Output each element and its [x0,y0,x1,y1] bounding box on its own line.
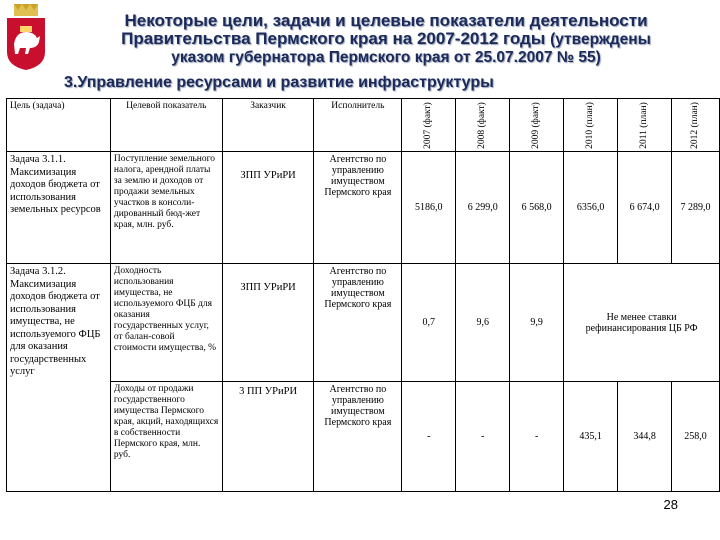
row1-indicator: Поступление земельного налога, арендной платы за землю и доходов от продажи земельных участков в консоли-дированный бюд-жет края, млн. руб. [110,152,222,264]
header-year-2011 [618,99,672,152]
header-year-label: 2008 (факт) [477,101,488,149]
row2-goal: Задача 3.1.2. Максимизация доходов бюджета от использования имущества, не используемого ФЦБ для оказания государственных услуг [7,264,111,492]
header-goal: Цель (задача) [7,99,111,152]
header-year-label: 2010 (план) [585,101,596,149]
header-indicator: Целевой показатель [110,99,222,152]
header-year-label: 2011 (план) [639,101,650,149]
page-title [66,12,706,67]
page-number: 28 [663,497,678,512]
row3-executor: Агентство по управлению имуществом Пермского края [314,382,402,492]
title-line-1: Некоторые цели, задачи и целевые показатели деятельности [124,11,648,30]
table-row [7,264,720,382]
row1-value-2012: 7 289,0 [672,152,720,264]
row1-customer: ЗПП УРиРИ [222,152,314,264]
row2-executor: Агентство по управлению имуществом Пермского края [314,264,402,382]
row3-value-2009: - [510,382,564,492]
row2-plan-note: Не менее ставки рефинансирования ЦБ РФ [564,264,720,382]
header-year-2010 [564,99,618,152]
header-executor: Исполнитель [314,99,402,152]
row1-value-2009: 6 568,0 [510,152,564,264]
title-line-2-main: Правительства Пермского края на 2007-2012 годы [121,29,546,48]
title-line-3: указом губернатора Пермского края от 25.07.2007 № 55) [171,49,601,66]
title-line-2 [66,30,706,49]
row3-value-2011: 344,8 [618,382,672,492]
row3-value-2007: - [402,382,456,492]
row1-value-2011: 6 674,0 [618,152,672,264]
header-year-label: 2012 (план) [690,101,701,149]
row3-value-2008: - [456,382,510,492]
goals-table [6,98,720,492]
row1-value-2010: 6356,0 [564,152,618,264]
row2-value-2008: 9,6 [456,264,510,382]
table-row [7,382,720,492]
table-header-row [7,99,720,152]
header-customer: Заказчик [222,99,314,152]
header-year-2008 [456,99,510,152]
coat-of-arms-emblem [4,2,48,72]
row3-indicator: Доходы от продажи государственного имущества Пермского края, акций, находящихся в собственности Пермского края, млн. руб. [110,382,222,492]
row1-value-2008: 6 299,0 [456,152,510,264]
row1-value-2007: 5186,0 [402,152,456,264]
section-subtitle: 3.Управление ресурсами и развитие инфраструктуры [64,74,494,91]
header-year-label: 2009 (факт) [531,101,542,149]
header-year-label: 2007 (факт) [423,101,434,149]
row2-indicator: Доходность использования имущества, не используемого ФЦБ для оказания государственных услуг, от балан-совой стоимости имущества, % [110,264,222,382]
row2-value-2009: 9,9 [510,264,564,382]
row1-executor: Агентство по управлению имуществом Пермского края [314,152,402,264]
row3-value-2010: 435,1 [564,382,618,492]
title-line-2-paren: (утверждены [550,31,651,48]
header-year-2007 [402,99,456,152]
table-row [7,152,720,264]
header-year-2012 [672,99,720,152]
header-year-2009 [510,99,564,152]
row3-customer: 3 ПП УРиРИ [222,382,314,492]
row2-customer: ЗПП УРиРИ [222,264,314,382]
row3-value-2012: 258,0 [672,382,720,492]
row1-goal: Задача 3.1.1. Максимизация доходов бюджета от использования земельных ресурсов [7,152,111,264]
row2-value-2007: 0,7 [402,264,456,382]
